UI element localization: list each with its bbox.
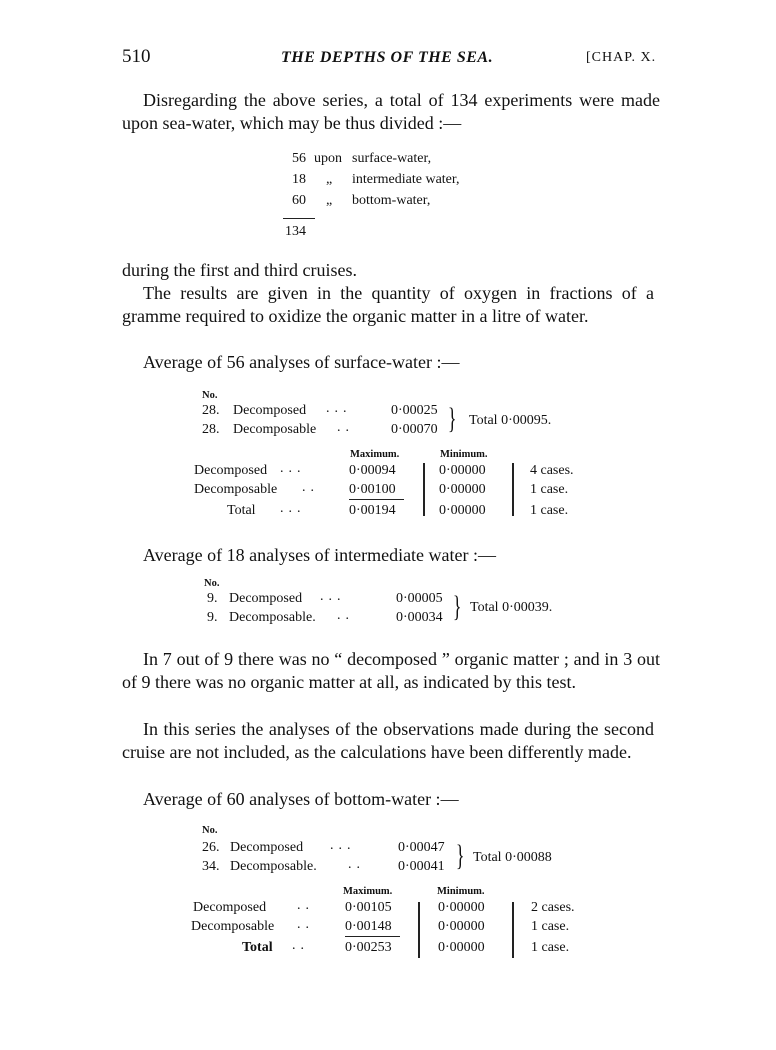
stat-min: 0·00000 — [439, 482, 486, 497]
column-rule — [418, 902, 420, 958]
stat-min: 0·00000 — [438, 919, 485, 934]
entry-value: 0·00047 — [398, 840, 445, 855]
results-paragraph: The results are given in the quantity of oxygen in fractions of a gramme required to oxidize the organic matter in a litre of water. — [122, 283, 654, 326]
stat-cases: 1 case. — [531, 919, 570, 934]
entry-number: 26. — [202, 840, 220, 855]
stat-min: 0·00000 — [439, 463, 486, 478]
entry-number: 34. — [202, 859, 220, 874]
stat-max: 0·00105 — [345, 900, 392, 915]
stat-min: 0·00000 — [438, 900, 485, 915]
division-num: 56 — [292, 151, 306, 166]
stat-max: 0·00253 — [345, 940, 392, 955]
entry-label: Decomposed — [230, 840, 304, 855]
leader-dots: .. — [337, 420, 354, 435]
total-text: Total 0·00088 — [473, 850, 552, 865]
entry-number: 9. — [207, 610, 218, 625]
column-rule — [512, 902, 514, 958]
after-division-text: during the first and third cruises. — [122, 260, 357, 280]
bottom-heading: Average of 60 analyses of bottom-water :— — [143, 789, 459, 809]
leader-dots: ... — [280, 461, 306, 476]
stat-min: 0·00000 — [439, 503, 486, 518]
column-rule — [423, 463, 425, 516]
max-header: Maximum. — [350, 449, 400, 460]
min-header: Minimum. — [440, 449, 488, 460]
leader-dots: ... — [330, 838, 356, 853]
leader-dots: .. — [297, 917, 314, 932]
total-text: Total 0·00095. — [469, 413, 552, 428]
brace: } — [452, 590, 462, 623]
page-number: 510 — [122, 46, 151, 67]
entry-label: Decomposable — [233, 422, 317, 437]
entry-label: Decomposed — [229, 591, 303, 606]
entry-number: 9. — [207, 591, 218, 606]
chapter-label: [CHAP. X. — [586, 50, 657, 65]
division-label: intermediate water, — [352, 172, 460, 187]
division-label: surface-water, — [352, 151, 432, 166]
intermediate-heading: Average of 18 analyses of intermediate water :— — [143, 545, 497, 565]
paragraph-seven: In 7 out of 9 there was no “ decomposed ” organic matter ; and in 3 out of 9 there was no organic matter at all, as indicated by this test. — [122, 649, 660, 692]
no-label: No. — [202, 825, 218, 836]
entry-number: 28. — [202, 422, 220, 437]
entry-label: Decomposable. — [229, 610, 316, 625]
stat-max: 0·00094 — [349, 463, 396, 478]
leader-dots: ... — [326, 401, 352, 416]
division-mark: upon — [314, 151, 342, 166]
sum-rule — [283, 218, 315, 219]
min-header: Minimum. — [437, 886, 485, 897]
intro-paragraph: Disregarding the above series, a total of 134 experiments were made upon sea-water, which may be thus divided :— — [122, 90, 660, 133]
stat-label: Decomposed — [193, 900, 267, 915]
sum-rule — [349, 499, 404, 500]
leader-dots: .. — [348, 857, 365, 872]
stat-cases: 1 case. — [530, 482, 569, 497]
stat-cases: 1 case. — [530, 503, 569, 518]
no-label: No. — [204, 578, 220, 589]
max-header: Maximum. — [343, 886, 393, 897]
division-num: 18 — [292, 172, 306, 187]
entry-value: 0·00070 — [391, 422, 438, 437]
stat-label: Total — [227, 503, 256, 518]
sum-rule — [345, 936, 400, 937]
running-title: THE DEPTHS OF THE SEA. — [281, 49, 494, 66]
surface-heading: Average of 56 analyses of surface-water :— — [143, 352, 460, 372]
leader-dots: .. — [297, 898, 314, 913]
division-label: bottom-water, — [352, 193, 431, 208]
stat-max: 0·00100 — [349, 482, 396, 497]
brace: } — [455, 839, 465, 872]
division-mark: „ — [326, 193, 333, 208]
entry-value: 0·00041 — [398, 859, 445, 874]
stat-label: Decomposable — [194, 482, 278, 497]
entry-number: 28. — [202, 403, 220, 418]
stat-min: 0·00000 — [438, 940, 485, 955]
leader-dots: .. — [302, 480, 319, 495]
column-rule — [512, 463, 514, 516]
stat-label: Decomposable — [191, 919, 275, 934]
brace: } — [447, 402, 457, 435]
entry-label: Decomposable. — [230, 859, 317, 874]
stat-label: Total — [242, 940, 273, 955]
no-label: No. — [202, 390, 218, 401]
leader-dots: .. — [292, 938, 309, 953]
total-text: Total 0·00039. — [470, 600, 553, 615]
stat-cases: 4 cases. — [530, 463, 574, 478]
entry-value: 0·00005 — [396, 591, 443, 606]
stat-cases: 1 case. — [531, 940, 570, 955]
stat-max: 0·00148 — [345, 919, 392, 934]
division-total: 134 — [285, 224, 306, 239]
entry-value: 0·00034 — [396, 610, 443, 625]
leader-dots: ... — [320, 589, 346, 604]
division-num: 60 — [292, 193, 306, 208]
stat-cases: 2 cases. — [531, 900, 575, 915]
division-mark: „ — [326, 172, 333, 187]
entry-label: Decomposed — [233, 403, 307, 418]
leader-dots: ... — [280, 501, 306, 516]
paragraph-series: In this series the analyses of the observations made during the second cruise are not included, as the calculations have been differently made. — [122, 719, 654, 762]
stat-label: Decomposed — [194, 463, 268, 478]
entry-value: 0·00025 — [391, 403, 438, 418]
stat-max: 0·00194 — [349, 503, 396, 518]
leader-dots: .. — [337, 608, 354, 623]
